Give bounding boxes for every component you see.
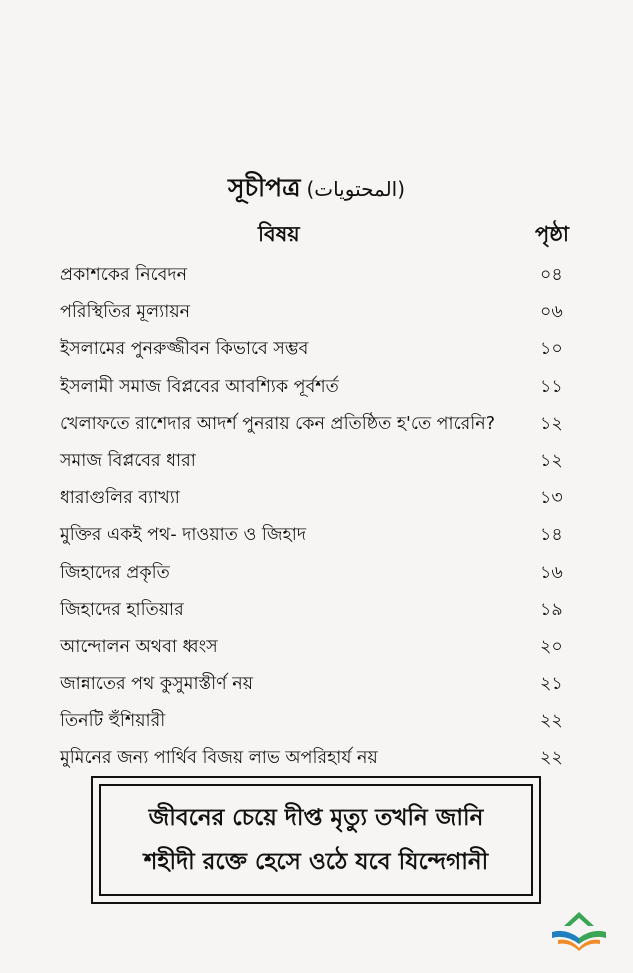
toc-entry-title: মুমিনের জন্য পার্থিব বিজয় লাভ অপরিহার্য নয় [60, 748, 378, 769]
toc-row [0, 708, 633, 745]
toc-entry-title: মুক্তির একই পথ- দাওয়াত ও জিহাদ [60, 525, 307, 546]
quote-inner-border [99, 784, 533, 896]
toc-row [0, 560, 633, 597]
toc-row [0, 336, 633, 373]
toc-row [0, 374, 633, 411]
toc-entry-page: ১০ [540, 339, 563, 360]
toc-list [0, 262, 633, 783]
toc-entry-title: পরিস্থিতির মূল্যায়ন [60, 302, 191, 323]
toc-entry-page: ১৯ [540, 599, 563, 620]
toc-entry-title: আন্দোলন অথবা ধ্বংস [60, 636, 218, 657]
toc-entry-page: ১৩ [540, 488, 563, 509]
toc-row [0, 634, 633, 671]
toc-entry-page: ২১ [540, 674, 563, 695]
quote-line-2: শহীদী রক্তে হেসে ওঠে যবে যিন্দেগানী [143, 849, 489, 875]
toc-entry-page: ২২ [540, 748, 563, 769]
quote-line-1: জীবনের চেয়ে দীপ্ত মৃত্যু তখনি জানি [148, 805, 484, 831]
toc-entry-page: ০৪ [540, 265, 563, 285]
toc-entry-page: ১১ [540, 376, 563, 397]
toc-entry-title: জিহাদের হাতিয়ার [60, 599, 184, 620]
toc-entry-title: ইসলামী সমাজ বিপ্লবের আবশ্যিক পূর্বশর্ত [60, 376, 339, 397]
toc-entry-page: ১২ [540, 450, 563, 471]
toc-entry-page: ২০ [540, 636, 563, 657]
toc-title: সূচীপত্র [227, 173, 301, 202]
toc-title-arabic: (المحتويات) [306, 177, 406, 201]
toc-row [0, 485, 633, 522]
toc-entry-title: জান্নাতের পথ কুসুমাস্তীর্ণ নয় [60, 674, 254, 695]
toc-row [0, 448, 633, 485]
publisher-logo-icon [548, 910, 610, 952]
toc-entry-title: তিনটি হুঁশিয়ারী [60, 711, 166, 732]
toc-entry-title: খেলাফতে রাশেদার আদর্শ পুনরায় কেন প্রতিষ্ঠিত হ'তে পারেনি? [60, 413, 495, 434]
column-header-page: পৃষ্ঠা [535, 222, 570, 246]
toc-entry-title: প্রকাশকের নিবেদন [60, 265, 188, 285]
toc-entry-page: ১৪ [540, 525, 563, 546]
column-header-subject: বিষয় [258, 222, 300, 246]
toc-entry-title: সমাজ বিপ্লবের ধারা [60, 450, 196, 471]
page-title [0, 168, 633, 211]
toc-entry-title: জিহাদের প্রকৃতি [60, 562, 170, 583]
toc-row [0, 411, 633, 448]
toc-entry-title: ইসলামের পুনরুজ্জীবন কিভাবে সম্ভব [60, 339, 309, 360]
toc-entry-page: ১২ [540, 413, 563, 434]
toc-row [0, 522, 633, 559]
quote-box [91, 776, 541, 904]
toc-entry-page: ০৬ [540, 302, 563, 323]
toc-row [0, 597, 633, 634]
toc-row [0, 671, 633, 708]
toc-entry-title: ধারাগুলির ব্যাখ্যা [60, 488, 180, 509]
toc-entry-page: ১৬ [540, 562, 563, 583]
logo-roof-shape [564, 912, 594, 926]
toc-row [0, 299, 633, 336]
toc-row [0, 262, 633, 299]
toc-entry-page: ২২ [540, 711, 563, 732]
